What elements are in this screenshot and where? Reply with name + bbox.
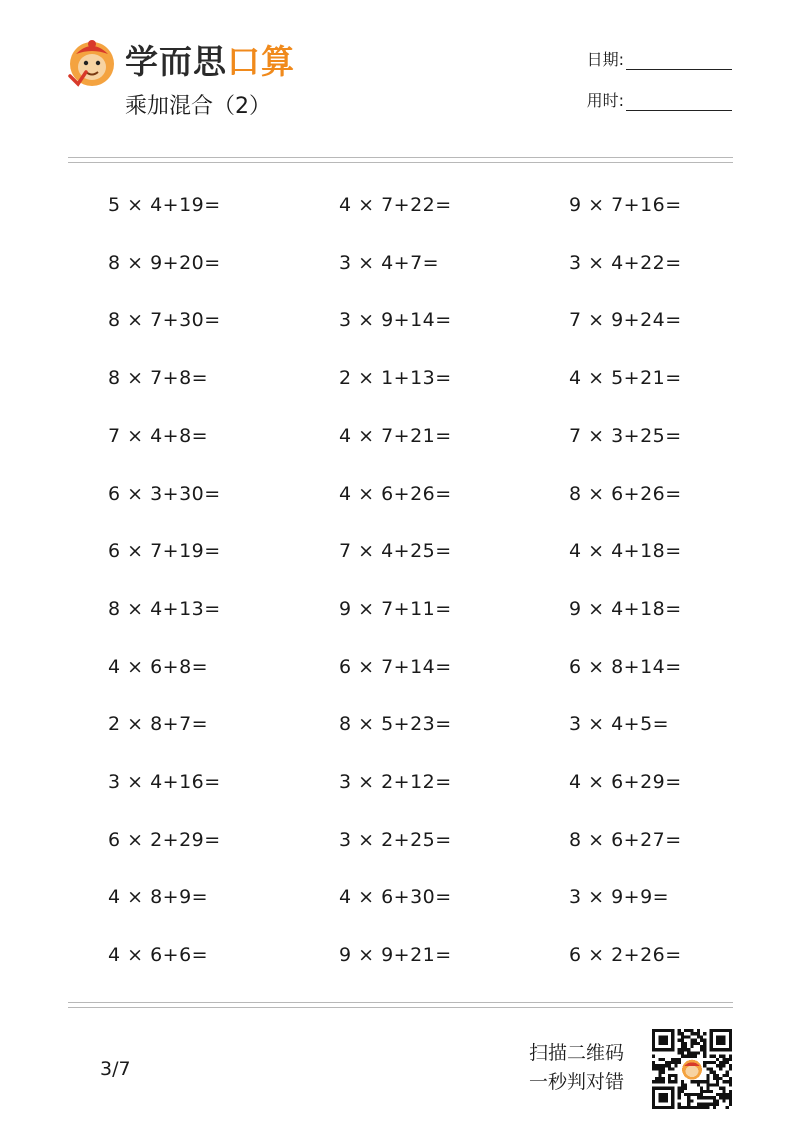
- problem-item: 4 × 4+18=: [569, 540, 682, 563]
- problem-item: 9 × 7+11=: [339, 597, 452, 620]
- header-divider-top: [68, 157, 733, 158]
- problem-item: 8 × 5+23=: [339, 713, 452, 736]
- problem-item: 4 × 6+6=: [108, 944, 209, 967]
- brand-main: 学而思: [125, 42, 227, 81]
- problem-item: 3 × 4+22=: [569, 251, 682, 274]
- problem-item: 4 × 6+30=: [339, 886, 452, 909]
- problem-item: 8 × 4+13=: [108, 597, 221, 620]
- problem-item: 4 × 5+21=: [569, 367, 682, 390]
- monkey-mascot-icon: [66, 36, 118, 88]
- problem-item: 3 × 2+12=: [339, 771, 452, 793]
- problem-item: 3 × 4+7=: [339, 251, 440, 274]
- problem-item: 6 × 8+14=: [569, 655, 682, 678]
- brand-title: [125, 40, 295, 84]
- problem-item: 9 × 9+21=: [339, 944, 452, 967]
- problem-item: 8 × 9+20=: [108, 251, 221, 274]
- problem-item: 8 × 7+30=: [108, 309, 221, 332]
- time-field: [587, 91, 732, 111]
- problem-item: 4 × 6+26=: [339, 482, 452, 505]
- problem-item: 7 × 4+8=: [108, 424, 209, 447]
- problem-item: 9 × 4+18=: [569, 597, 682, 620]
- problem-item: 4 × 7+21=: [339, 424, 452, 447]
- problem-item: 4 × 6+29=: [569, 771, 682, 793]
- problem-item: 4 × 8+9=: [108, 886, 209, 909]
- problem-item: 6 × 7+19=: [108, 540, 221, 563]
- problem-item: 8 × 6+27=: [569, 828, 682, 851]
- problem-item: 3 × 4+5=: [569, 713, 670, 736]
- brand-accent: 口算: [227, 42, 295, 81]
- scan-caption-line1: 扫描二维码: [529, 1042, 625, 1064]
- problem-item: 3 × 9+14=: [339, 309, 452, 332]
- date-underline: [626, 53, 732, 70]
- problem-item: 2 × 1+13=: [339, 367, 452, 390]
- problem-item: 5 × 4+19=: [108, 194, 221, 216]
- header-divider-bottom: [68, 162, 733, 163]
- problem-item: 9 × 7+16=: [569, 194, 682, 216]
- scan-caption-line2: 一秒判对错: [529, 1071, 625, 1093]
- problem-item: 3 × 2+25=: [339, 828, 452, 851]
- problem-item: 7 × 9+24=: [569, 309, 682, 332]
- problem-item: 8 × 6+26=: [569, 482, 682, 505]
- worksheet-subtitle: 乘加混合（2）: [125, 94, 271, 119]
- problem-item: 6 × 2+26=: [569, 944, 682, 967]
- problem-item: 3 × 9+9=: [569, 886, 670, 909]
- problem-item: 3 × 4+16=: [108, 771, 221, 793]
- page-number: 3/7: [100, 1058, 131, 1080]
- problem-item: 6 × 7+14=: [339, 655, 452, 678]
- problem-item: 2 × 8+7=: [108, 713, 209, 736]
- problem-item: 6 × 2+29=: [108, 828, 221, 851]
- problem-item: 7 × 3+25=: [569, 424, 682, 447]
- problem-item: 4 × 7+22=: [339, 194, 452, 216]
- problem-item: 7 × 4+25=: [339, 540, 452, 563]
- problem-item: 4 × 6+8=: [108, 655, 209, 678]
- footer-divider-bottom: [68, 1007, 733, 1008]
- footer-divider-top: [68, 1002, 733, 1003]
- problem-item: 8 × 7+8=: [108, 367, 209, 390]
- time-underline: [626, 94, 732, 111]
- time-label: 用时:: [586, 91, 624, 110]
- problem-item: 6 × 3+30=: [108, 482, 221, 505]
- date-label: 日期:: [586, 50, 624, 69]
- date-field: [587, 50, 732, 70]
- qr-code-icon[interactable]: [652, 1029, 732, 1109]
